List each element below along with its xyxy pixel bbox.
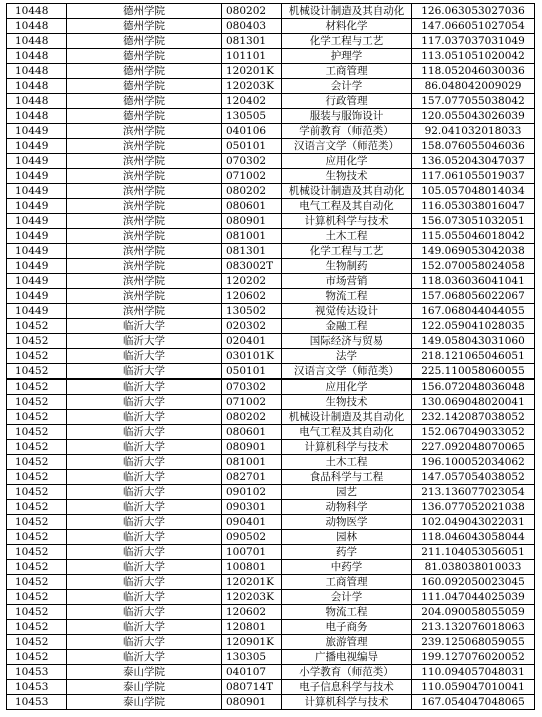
school-name-cell: 德州学院 (67, 4, 222, 19)
major-code-cell: 020401 (222, 334, 282, 349)
school-name-cell: 临沂大学 (67, 605, 222, 620)
major-code-cell: 080901 (222, 214, 282, 229)
major-code-cell: 082701 (222, 470, 282, 485)
school-code-cell: 10452 (7, 349, 67, 364)
table-row (7, 109, 535, 124)
school-code-cell: 10453 (7, 665, 67, 680)
score-cell: 213.136077023054 (412, 485, 535, 500)
school-name-cell: 临沂大学 (67, 620, 222, 635)
major-name-cell: 旅游管理 (282, 635, 412, 650)
school-code-cell: 10448 (7, 34, 67, 49)
school-name-cell: 泰山学院 (67, 695, 222, 710)
table-row (7, 184, 535, 199)
school-code-cell: 10448 (7, 19, 67, 34)
table-row (7, 244, 535, 259)
school-code-cell: 10452 (7, 379, 67, 395)
score-cell: 232.142087038052 (412, 410, 535, 425)
school-name-cell: 德州学院 (67, 79, 222, 94)
school-name-cell: 泰山学院 (67, 665, 222, 680)
major-name-cell: 材料化学 (282, 19, 412, 34)
school-code-cell: 10452 (7, 334, 67, 349)
major-code-cell: 120203K (222, 590, 282, 605)
table-row (7, 214, 535, 229)
table-row (7, 154, 535, 169)
score-cell: 152.070058024058 (412, 259, 535, 274)
table-row (7, 64, 535, 79)
major-name-cell: 视觉传达设计 (282, 304, 412, 319)
major-name-cell: 动物医学 (282, 515, 412, 530)
major-name-cell: 市场营销 (282, 274, 412, 289)
table-row (7, 349, 535, 364)
major-name-cell: 小学教育（师范类） (282, 665, 412, 680)
school-code-cell: 10449 (7, 184, 67, 199)
table-row (7, 289, 535, 304)
score-cell: 81.038038010033 (412, 560, 535, 575)
school-name-cell: 滨州学院 (67, 169, 222, 184)
major-name-cell: 国际经济与贸易 (282, 334, 412, 349)
major-code-cell: 101101 (222, 49, 282, 64)
table-row (7, 379, 535, 395)
major-name-cell: 食品科学与工程 (282, 470, 412, 485)
score-cell: 118.046043058044 (412, 530, 535, 545)
table-row (7, 485, 535, 500)
score-cell: 120.055043026039 (412, 109, 535, 124)
major-name-cell: 物流工程 (282, 289, 412, 304)
major-name-cell: 计算机科学与技术 (282, 440, 412, 455)
major-code-cell: 030101K (222, 349, 282, 364)
major-name-cell: 护理学 (282, 49, 412, 64)
table-row (7, 139, 535, 154)
school-code-cell: 10452 (7, 470, 67, 485)
major-code-cell: 081301 (222, 34, 282, 49)
school-name-cell: 临沂大学 (67, 635, 222, 650)
score-cell: 113.051051020042 (412, 49, 535, 64)
score-cell: 130.069048020041 (412, 395, 535, 410)
score-cell: 227.092048070065 (412, 440, 535, 455)
school-name-cell: 滨州学院 (67, 154, 222, 169)
school-code-cell: 10452 (7, 545, 67, 560)
major-name-cell: 机械设计制造及其自动化 (282, 410, 412, 425)
major-code-cell: 080714T (222, 680, 282, 695)
school-code-cell: 10449 (7, 229, 67, 244)
school-code-cell: 10452 (7, 485, 67, 500)
score-cell: 149.069053042038 (412, 244, 535, 259)
major-code-cell: 040106 (222, 124, 282, 139)
major-name-cell: 机械设计制造及其自动化 (282, 184, 412, 199)
school-code-cell: 10448 (7, 49, 67, 64)
school-code-cell: 10449 (7, 124, 67, 139)
table-row (7, 650, 535, 665)
school-name-cell: 德州学院 (67, 34, 222, 49)
major-name-cell: 园艺 (282, 485, 412, 500)
school-code-cell: 10452 (7, 455, 67, 470)
major-code-cell: 120203K (222, 79, 282, 94)
school-code-cell: 10449 (7, 154, 67, 169)
table-row (7, 545, 535, 560)
score-cell: 158.076055046036 (412, 139, 535, 154)
school-name-cell: 临沂大学 (67, 440, 222, 455)
school-name-cell: 临沂大学 (67, 319, 222, 334)
school-name-cell: 临沂大学 (67, 349, 222, 364)
major-code-cell: 050101 (222, 139, 282, 154)
table-row (7, 440, 535, 455)
school-code-cell: 10449 (7, 169, 67, 184)
major-code-cell: 100801 (222, 560, 282, 575)
school-code-cell: 10453 (7, 680, 67, 695)
school-name-cell: 滨州学院 (67, 184, 222, 199)
school-name-cell: 滨州学院 (67, 259, 222, 274)
school-code-cell: 10453 (7, 695, 67, 710)
table-row (7, 605, 535, 620)
table-row (7, 515, 535, 530)
admission-score-table (6, 3, 535, 710)
score-cell: 149.058043031060 (412, 334, 535, 349)
school-name-cell: 滨州学院 (67, 274, 222, 289)
table-row (7, 575, 535, 590)
major-name-cell: 生物技术 (282, 169, 412, 184)
table-row (7, 470, 535, 485)
table-row (7, 665, 535, 680)
table-row (7, 635, 535, 650)
major-code-cell: 120402 (222, 94, 282, 109)
score-cell: 86.048042009029 (412, 79, 535, 94)
major-name-cell: 会计学 (282, 590, 412, 605)
school-code-cell: 10449 (7, 214, 67, 229)
score-cell: 136.077052021038 (412, 500, 535, 515)
table-row (7, 364, 535, 380)
school-name-cell: 滨州学院 (67, 289, 222, 304)
table-row (7, 560, 535, 575)
table-row (7, 680, 535, 695)
school-code-cell: 10449 (7, 304, 67, 319)
major-name-cell: 会计学 (282, 79, 412, 94)
score-cell: 110.059047010041 (412, 680, 535, 695)
table-row (7, 620, 535, 635)
major-code-cell: 020302 (222, 319, 282, 334)
score-cell: 157.068056022067 (412, 289, 535, 304)
score-cell: 122.059041028035 (412, 319, 535, 334)
table-row (7, 304, 535, 319)
school-name-cell: 临沂大学 (67, 560, 222, 575)
score-cell: 167.068044044055 (412, 304, 535, 319)
school-name-cell: 临沂大学 (67, 530, 222, 545)
major-code-cell: 120201K (222, 64, 282, 79)
table-row (7, 94, 535, 109)
table-row (7, 425, 535, 440)
major-name-cell: 金融工程 (282, 319, 412, 334)
table-row (7, 49, 535, 64)
major-code-cell: 090502 (222, 530, 282, 545)
major-name-cell: 土木工程 (282, 229, 412, 244)
score-cell: 211.104053056051 (412, 545, 535, 560)
table-row (7, 229, 535, 244)
major-code-cell: 130505 (222, 109, 282, 124)
major-code-cell: 120801 (222, 620, 282, 635)
table-row (7, 395, 535, 410)
major-code-cell: 083002T (222, 259, 282, 274)
score-cell: 110.094057048031 (412, 665, 535, 680)
major-code-cell: 081001 (222, 455, 282, 470)
score-cell: 160.092050023045 (412, 575, 535, 590)
major-code-cell: 070302 (222, 154, 282, 169)
major-name-cell: 化学工程与工艺 (282, 34, 412, 49)
school-name-cell: 滨州学院 (67, 304, 222, 319)
major-name-cell: 汉语言文学（师范类） (282, 139, 412, 154)
score-cell: 118.036036041041 (412, 274, 535, 289)
school-name-cell: 德州学院 (67, 49, 222, 64)
school-name-cell: 临沂大学 (67, 485, 222, 500)
table-row (7, 169, 535, 184)
school-name-cell: 临沂大学 (67, 379, 222, 395)
major-name-cell: 动物科学 (282, 500, 412, 515)
table-row (7, 319, 535, 334)
major-name-cell: 电子信息科学与技术 (282, 680, 412, 695)
school-code-cell: 10452 (7, 500, 67, 515)
school-name-cell: 德州学院 (67, 109, 222, 124)
score-cell: 167.054047048065 (412, 695, 535, 710)
school-name-cell: 德州学院 (67, 19, 222, 34)
school-code-cell: 10452 (7, 440, 67, 455)
school-name-cell: 临沂大学 (67, 455, 222, 470)
score-cell: 117.061055019037 (412, 169, 535, 184)
major-code-cell: 080901 (222, 440, 282, 455)
school-name-cell: 临沂大学 (67, 515, 222, 530)
school-code-cell: 10452 (7, 530, 67, 545)
school-name-cell: 滨州学院 (67, 124, 222, 139)
major-name-cell: 土木工程 (282, 455, 412, 470)
major-code-cell: 130305 (222, 650, 282, 665)
table-row (7, 695, 535, 710)
school-code-cell: 10448 (7, 79, 67, 94)
school-code-cell: 10452 (7, 605, 67, 620)
score-cell: 204.090058055059 (412, 605, 535, 620)
major-name-cell: 生物制药 (282, 259, 412, 274)
school-code-cell: 10448 (7, 94, 67, 109)
major-code-cell: 090401 (222, 515, 282, 530)
major-code-cell: 070302 (222, 379, 282, 395)
major-code-cell: 071002 (222, 169, 282, 184)
score-cell: 136.052043047037 (412, 154, 535, 169)
school-code-cell: 10452 (7, 395, 67, 410)
table-row (7, 199, 535, 214)
score-cell: 115.055046018042 (412, 229, 535, 244)
score-cell: 213.132076018063 (412, 620, 535, 635)
major-name-cell: 工商管理 (282, 575, 412, 590)
score-cell: 156.072048036048 (412, 379, 535, 395)
score-cell: 102.049043022031 (412, 515, 535, 530)
school-name-cell: 临沂大学 (67, 650, 222, 665)
school-name-cell: 临沂大学 (67, 545, 222, 560)
major-code-cell: 040107 (222, 665, 282, 680)
school-name-cell: 临沂大学 (67, 364, 222, 380)
major-code-cell: 080901 (222, 695, 282, 710)
major-code-cell: 120602 (222, 289, 282, 304)
school-code-cell: 10448 (7, 4, 67, 19)
major-name-cell: 电子商务 (282, 620, 412, 635)
school-code-cell: 10452 (7, 515, 67, 530)
major-code-cell: 081001 (222, 229, 282, 244)
major-code-cell: 120201K (222, 575, 282, 590)
major-code-cell: 050101 (222, 364, 282, 380)
major-code-cell: 090102 (222, 485, 282, 500)
major-code-cell: 120202 (222, 274, 282, 289)
table-row (7, 530, 535, 545)
score-cell: 199.127076020052 (412, 650, 535, 665)
school-name-cell: 临沂大学 (67, 470, 222, 485)
score-cell: 218.121065046051 (412, 349, 535, 364)
school-code-cell: 10452 (7, 410, 67, 425)
school-code-cell: 10449 (7, 139, 67, 154)
school-code-cell: 10452 (7, 620, 67, 635)
major-code-cell: 090301 (222, 500, 282, 515)
school-name-cell: 临沂大学 (67, 334, 222, 349)
major-name-cell: 计算机科学与技术 (282, 695, 412, 710)
school-name-cell: 滨州学院 (67, 139, 222, 154)
admission-table-container (6, 3, 535, 710)
score-cell: 105.057048014034 (412, 184, 535, 199)
major-name-cell: 化学工程与工艺 (282, 244, 412, 259)
school-code-cell: 10452 (7, 635, 67, 650)
school-name-cell: 滨州学院 (67, 199, 222, 214)
major-name-cell: 服装与服饰设计 (282, 109, 412, 124)
score-cell: 92.041032018033 (412, 124, 535, 139)
major-name-cell: 行政管理 (282, 94, 412, 109)
score-cell: 239.125068059055 (412, 635, 535, 650)
school-name-cell: 临沂大学 (67, 500, 222, 515)
school-code-cell: 10452 (7, 650, 67, 665)
school-name-cell: 临沂大学 (67, 590, 222, 605)
major-name-cell: 工商管理 (282, 64, 412, 79)
table-row (7, 274, 535, 289)
score-cell: 156.073051032051 (412, 214, 535, 229)
major-name-cell: 药学 (282, 545, 412, 560)
major-code-cell: 071002 (222, 395, 282, 410)
table-row (7, 19, 535, 34)
table-row (7, 259, 535, 274)
major-name-cell: 机械设计制造及其自动化 (282, 4, 412, 19)
school-name-cell: 滨州学院 (67, 244, 222, 259)
major-name-cell: 物流工程 (282, 605, 412, 620)
major-code-cell: 080202 (222, 4, 282, 19)
school-name-cell: 滨州学院 (67, 229, 222, 244)
score-cell: 196.100052034062 (412, 455, 535, 470)
school-name-cell: 滨州学院 (67, 214, 222, 229)
major-name-cell: 园林 (282, 530, 412, 545)
table-body (7, 4, 535, 710)
table-row (7, 500, 535, 515)
table-row (7, 124, 535, 139)
school-code-cell: 10452 (7, 364, 67, 380)
major-code-cell: 100701 (222, 545, 282, 560)
major-code-cell: 081301 (222, 244, 282, 259)
score-cell: 225.110058060055 (412, 364, 535, 380)
score-cell: 157.077055038042 (412, 94, 535, 109)
major-name-cell: 应用化学 (282, 154, 412, 169)
school-code-cell: 10452 (7, 319, 67, 334)
score-cell: 152.067049033052 (412, 425, 535, 440)
school-code-cell: 10448 (7, 109, 67, 124)
table-row (7, 410, 535, 425)
major-code-cell: 080601 (222, 199, 282, 214)
table-row (7, 34, 535, 49)
major-name-cell: 汉语言文学（师范类） (282, 364, 412, 380)
school-name-cell: 临沂大学 (67, 575, 222, 590)
score-cell: 147.057054038052 (412, 470, 535, 485)
table-row (7, 334, 535, 349)
major-name-cell: 应用化学 (282, 379, 412, 395)
school-code-cell: 10449 (7, 289, 67, 304)
table-row (7, 455, 535, 470)
major-name-cell: 电气工程及其自动化 (282, 199, 412, 214)
table-row (7, 79, 535, 94)
table-row (7, 590, 535, 605)
score-cell: 118.052046030036 (412, 64, 535, 79)
major-name-cell: 电气工程及其自动化 (282, 425, 412, 440)
school-code-cell: 10449 (7, 259, 67, 274)
school-name-cell: 德州学院 (67, 94, 222, 109)
major-code-cell: 120602 (222, 605, 282, 620)
major-code-cell: 080202 (222, 184, 282, 199)
table-row (7, 4, 535, 19)
score-cell: 116.053038016047 (412, 199, 535, 214)
school-code-cell: 10449 (7, 274, 67, 289)
major-name-cell: 广播电视编导 (282, 650, 412, 665)
major-code-cell: 120901K (222, 635, 282, 650)
score-cell: 126.063053027036 (412, 4, 535, 19)
school-name-cell: 德州学院 (67, 64, 222, 79)
major-name-cell: 计算机科学与技术 (282, 214, 412, 229)
school-code-cell: 10452 (7, 425, 67, 440)
major-name-cell: 中药学 (282, 560, 412, 575)
school-code-cell: 10449 (7, 199, 67, 214)
major-name-cell: 法学 (282, 349, 412, 364)
school-code-cell: 10449 (7, 244, 67, 259)
score-cell: 111.047044025039 (412, 590, 535, 605)
school-code-cell: 10452 (7, 590, 67, 605)
major-code-cell: 080601 (222, 425, 282, 440)
major-code-cell: 080403 (222, 19, 282, 34)
major-name-cell: 生物技术 (282, 395, 412, 410)
school-code-cell: 10452 (7, 575, 67, 590)
school-name-cell: 临沂大学 (67, 395, 222, 410)
major-code-cell: 080202 (222, 410, 282, 425)
school-name-cell: 临沂大学 (67, 410, 222, 425)
school-code-cell: 10452 (7, 560, 67, 575)
major-name-cell: 学前教育（师范类） (282, 124, 412, 139)
major-code-cell: 130502 (222, 304, 282, 319)
score-cell: 147.066051027054 (412, 19, 535, 34)
score-cell: 117.037037031049 (412, 34, 535, 49)
school-name-cell: 临沂大学 (67, 425, 222, 440)
school-name-cell: 泰山学院 (67, 680, 222, 695)
school-code-cell: 10448 (7, 64, 67, 79)
